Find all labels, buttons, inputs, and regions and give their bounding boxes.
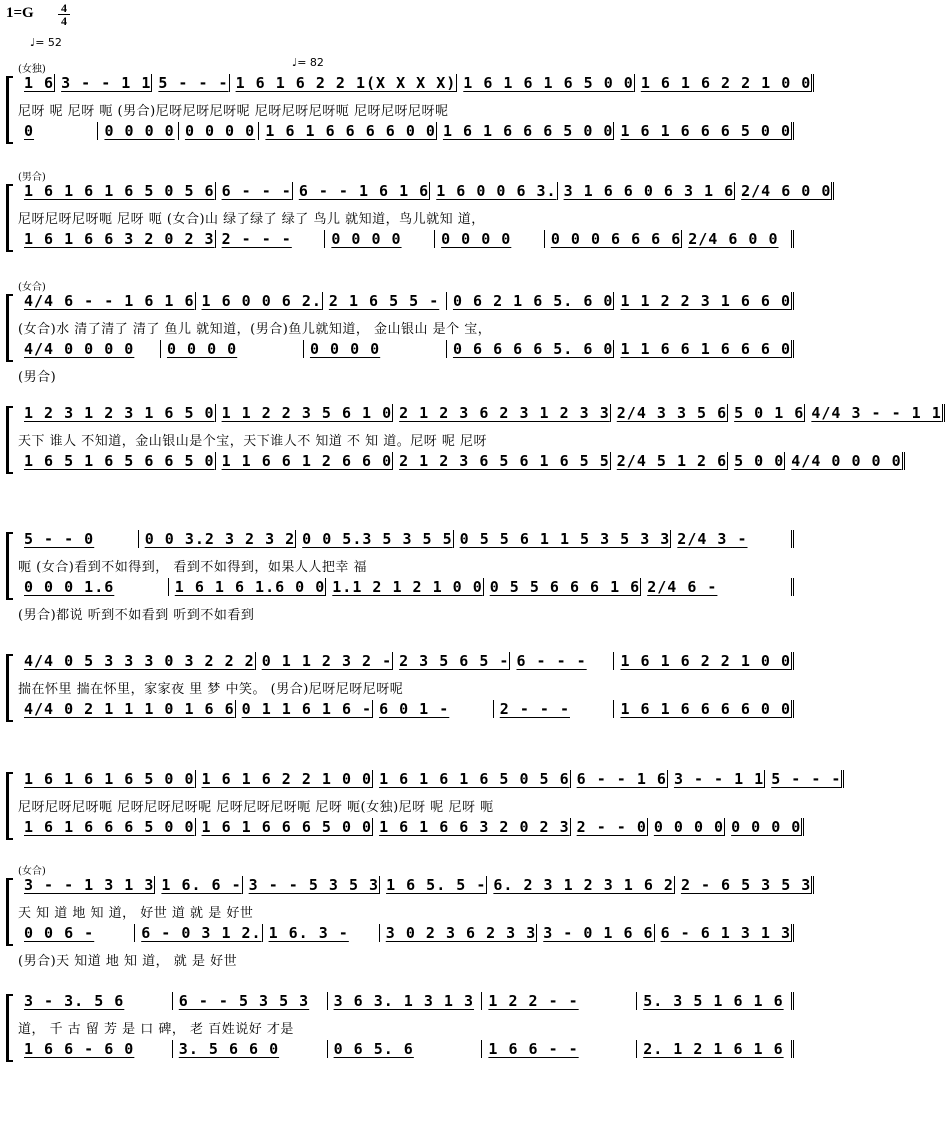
upper-part-notes bbox=[18, 182, 832, 200]
measure bbox=[393, 652, 510, 670]
measure-notes: 1 6 1 6 2 2 1(X X X X) bbox=[235, 74, 457, 92]
measure bbox=[785, 452, 904, 470]
measure-notes: 0 6 5. 6 bbox=[333, 1040, 414, 1058]
measure-notes: 0 0 5.3 5 3 5 5 bbox=[302, 530, 453, 548]
measure-notes: 1 6 1 6 1.6 0 0 bbox=[174, 578, 326, 596]
measure-notes: 1.1 2 1 2 1 0 0 bbox=[332, 578, 483, 596]
measure-notes: 0 0 0 0 bbox=[184, 122, 256, 140]
system-bracket bbox=[6, 294, 13, 362]
lower-part-notes bbox=[18, 700, 794, 718]
upper-part-notes bbox=[18, 530, 794, 548]
measure bbox=[675, 876, 814, 894]
measure-notes: 6 0 1 - bbox=[379, 700, 450, 718]
measure bbox=[728, 404, 805, 422]
measure bbox=[293, 182, 430, 200]
measure-notes: 0 1 1 6 1 6 - bbox=[241, 700, 373, 718]
measure bbox=[457, 74, 635, 92]
measure-notes: 5 0 1 6 bbox=[734, 404, 805, 422]
measure bbox=[325, 230, 435, 248]
measure-notes: 6 - - 1 6 1 6 bbox=[298, 182, 430, 200]
measure bbox=[173, 992, 328, 1010]
system-bracket bbox=[6, 654, 13, 722]
system-bracket bbox=[6, 184, 13, 252]
measure-notes: 4/4 0 0 0 0 bbox=[791, 452, 902, 470]
lower-lyrics: (男合)天 知道 地 知 道， 就 是 好世 bbox=[18, 954, 238, 969]
measure bbox=[196, 818, 374, 836]
measure bbox=[55, 74, 152, 92]
measure bbox=[196, 770, 374, 788]
measure-notes: 0 0 3.2 3 2 3 2 bbox=[144, 530, 296, 548]
measure bbox=[196, 292, 323, 310]
score-system bbox=[6, 282, 794, 402]
measure bbox=[18, 818, 196, 836]
measure-notes: 0 1 1 2 3 2 - bbox=[261, 652, 393, 670]
measure-notes: 1 6 6 - - bbox=[488, 1040, 579, 1058]
measure-notes: 1 6 1 6 1 6 5 0 0 bbox=[463, 74, 634, 92]
measure-notes: 1 6 1 6 6 6 5 0 0 bbox=[620, 122, 791, 140]
measure-notes: 1 6 1 6 6 6 5 0 0 bbox=[24, 818, 195, 836]
measure-notes: 2/4 5 1 2 6 bbox=[616, 452, 728, 470]
measure bbox=[18, 992, 173, 1010]
measure bbox=[765, 770, 844, 788]
role-label: (女合) bbox=[18, 282, 46, 293]
measure bbox=[216, 182, 293, 200]
score-system bbox=[6, 528, 794, 640]
measure bbox=[152, 74, 229, 92]
measure-notes: 1 1 2 2 3 1 6 6 0 bbox=[620, 292, 791, 310]
measure-notes: 4/4 3 - - 1 1 bbox=[811, 404, 942, 422]
measure-notes: 1 6 1 6 1 6 5 0 5 6 bbox=[379, 770, 570, 788]
measure bbox=[635, 74, 815, 92]
lower-part-notes bbox=[18, 122, 794, 140]
measure-notes: 3 6 3. 1 3 1 3 bbox=[333, 992, 475, 1010]
upper-lyrics: 尼呀尼呀尼呀呃 尼呀 呃 (女合)山 绿了绿了 绿了 鸟儿 就知道，鸟儿就知 道， bbox=[18, 212, 485, 227]
measure bbox=[135, 924, 262, 942]
measure bbox=[482, 1040, 637, 1058]
measure-notes: 1 2 2 - - bbox=[488, 992, 579, 1010]
measure bbox=[18, 770, 196, 788]
measure bbox=[614, 292, 794, 310]
measure bbox=[545, 230, 682, 248]
measure bbox=[611, 404, 728, 422]
measure bbox=[668, 770, 765, 788]
measure-notes: 1 6. 6 - bbox=[161, 876, 242, 894]
measure-notes: 0 0 0 6 6 6 6 bbox=[550, 230, 682, 248]
measure bbox=[487, 876, 675, 894]
measure bbox=[655, 924, 794, 942]
measure bbox=[216, 230, 326, 248]
measure-notes: 6. 2 3 1 2 3 1 6 2 bbox=[493, 876, 674, 894]
measure bbox=[637, 1040, 794, 1058]
score-system bbox=[6, 650, 794, 762]
measure bbox=[155, 876, 242, 894]
measure-notes: 2/4 6 - bbox=[647, 578, 718, 596]
measure-notes: 4/4 0 2 1 1 1 0 1 6 6 bbox=[24, 700, 235, 718]
time-signature bbox=[58, 2, 70, 27]
measure-notes: 2/4 3 3 5 6 bbox=[616, 404, 728, 422]
measure bbox=[18, 122, 98, 140]
measure-notes: 2/4 6 0 0 bbox=[741, 182, 832, 200]
lower-part-notes bbox=[18, 924, 794, 942]
measure bbox=[236, 700, 373, 718]
measure bbox=[682, 230, 794, 248]
measure-notes: 1 6 1 6 6 6 5 0 0 bbox=[201, 818, 373, 836]
measure-notes: 3 - - 5 3 5 3 bbox=[248, 876, 380, 894]
measure-notes: 1 6 1 6 6 6 6 0 0 bbox=[265, 122, 436, 140]
measure bbox=[139, 530, 296, 548]
measure bbox=[614, 340, 794, 358]
measure-notes: 1 6 1 6 2 2 1 0 0 bbox=[620, 652, 791, 670]
measure-notes: 1 2 3 1 2 3 1 6 5 0 bbox=[24, 404, 215, 422]
measure-notes: 3 0 2 3 6 2 3 3 bbox=[385, 924, 537, 942]
measure-notes: 2 1 2 3 6 2 3 1 2 3 3 bbox=[399, 404, 610, 422]
measure bbox=[447, 340, 615, 358]
upper-lyrics: 天下 谁人 不知道，金山银山是个宝，天下谁人不 知道 不 知 道。尼呀 呢 尼呀 bbox=[18, 434, 488, 449]
system-bracket bbox=[6, 878, 13, 946]
measure bbox=[216, 452, 394, 470]
measure-notes: 1 1 6 6 1 2 6 6 0 bbox=[221, 452, 393, 470]
measure-notes: 6 - - 1 6 bbox=[576, 770, 667, 788]
measure bbox=[735, 182, 834, 200]
measure bbox=[18, 700, 236, 718]
upper-lyrics: 尼呀尼呀尼呀呃 尼呀尼呀尼呀呢 尼呀尼呀尼呀呃 尼呀 呃(女独)尼呀 呢 尼呀 呃 bbox=[18, 800, 494, 815]
measure bbox=[393, 404, 611, 422]
measure bbox=[98, 122, 178, 140]
measure-notes: 6 - 6 1 3 1 3 bbox=[660, 924, 791, 942]
upper-part-notes bbox=[18, 876, 812, 894]
measure-notes: 1 6 5. 5 - bbox=[386, 876, 487, 894]
measure-notes: 2 - - - bbox=[221, 230, 292, 248]
measure bbox=[637, 992, 794, 1010]
measure-notes: 1 6 1 6 1 6 5 0 0 bbox=[24, 770, 195, 788]
tempo-marking-2: ♩= 82 bbox=[292, 56, 324, 69]
measure bbox=[614, 122, 794, 140]
measure-notes: 6 - - - bbox=[516, 652, 587, 670]
measure-notes: 0 6 6 6 6 5. 6 0 bbox=[452, 340, 614, 358]
measure bbox=[18, 652, 256, 670]
measure bbox=[18, 182, 216, 200]
score-system bbox=[6, 768, 842, 880]
measure bbox=[259, 122, 437, 140]
upper-lyrics: 揣在怀里 揣在怀里，家家夜 里 梦 中笑。 (男合)尼呀尼呀尼呀呢 bbox=[18, 682, 404, 697]
lower-lyrics: (男合)都说 听到不如看到 听到不如看到 bbox=[18, 608, 255, 623]
upper-lyrics: (女合)水 清了清了 清了 鱼儿 就知道，(男合)鱼儿就知道， 金山银山 是个 宝， bbox=[18, 322, 492, 337]
measure-notes: 5 - - - bbox=[158, 74, 229, 92]
measure bbox=[161, 340, 304, 358]
measure-notes: 3. 5 6 6 0 bbox=[178, 1040, 280, 1058]
measure-notes: 0 0 0 0 bbox=[166, 340, 238, 358]
measure-notes: 2 - - - bbox=[499, 700, 570, 718]
measure bbox=[611, 452, 728, 470]
measure bbox=[18, 924, 135, 942]
meter-top: 4 bbox=[61, 1, 67, 15]
measure bbox=[725, 818, 804, 836]
measure bbox=[614, 700, 794, 718]
lower-part-notes bbox=[18, 230, 794, 248]
measure bbox=[18, 1040, 173, 1058]
measure bbox=[494, 700, 615, 718]
measure-notes: 2 1 2 3 6 5 6 1 6 5 5 bbox=[399, 452, 610, 470]
measure bbox=[393, 452, 611, 470]
measure bbox=[571, 818, 648, 836]
lower-part-notes bbox=[18, 340, 794, 358]
lower-part-notes bbox=[18, 452, 902, 470]
system-bracket bbox=[6, 994, 13, 1062]
role-label: (女合) bbox=[18, 866, 46, 877]
measure bbox=[230, 74, 458, 92]
score-system bbox=[6, 172, 832, 292]
measure-notes: 0 0 0 0 bbox=[731, 818, 802, 836]
lower-part-notes bbox=[18, 1040, 794, 1058]
measure bbox=[323, 292, 447, 310]
measure bbox=[18, 74, 55, 92]
upper-part-notes bbox=[18, 652, 794, 670]
measure-notes: 6 - - - bbox=[221, 182, 292, 200]
role-label: (女独) bbox=[18, 64, 46, 75]
measure-notes: 0 0 0 1.6 bbox=[24, 578, 115, 596]
measure-notes: 1 6 5 1 6 5 6 6 5 0 bbox=[24, 452, 215, 470]
measure-notes: 1 6 0 0 6 2. bbox=[201, 292, 322, 310]
upper-part-notes bbox=[18, 292, 794, 310]
measure-notes: 0 6 2 1 6 5. 6 0 bbox=[452, 292, 614, 310]
measure bbox=[18, 340, 161, 358]
measure-notes: 1 6 1 6 1 6 5 0 5 6 bbox=[24, 182, 215, 200]
tempo-marking-1: ♩= 52 bbox=[30, 36, 62, 49]
measure-notes: 1 6 1 6 6 3 2 0 2 3 bbox=[24, 230, 215, 248]
measure-notes: 2/4 6 0 0 bbox=[688, 230, 779, 248]
measure-notes: 0 0 0 0 bbox=[653, 818, 725, 836]
measure-notes: 4/4 6 - - 1 6 1 6 bbox=[24, 292, 195, 310]
measure-notes: 0 bbox=[24, 122, 35, 140]
measure bbox=[373, 770, 571, 788]
lower-part-notes bbox=[18, 818, 802, 836]
measure bbox=[18, 404, 216, 422]
measure bbox=[296, 530, 453, 548]
measure-notes: 2 3 5 6 5 - bbox=[399, 652, 510, 670]
measure bbox=[380, 876, 487, 894]
system-bracket bbox=[6, 406, 13, 474]
measure-notes: 0 0 0 0 bbox=[104, 122, 175, 140]
measure bbox=[373, 700, 494, 718]
measure bbox=[380, 924, 537, 942]
measure-notes: 1 6 1 6 6 3 2 0 2 3 bbox=[379, 818, 570, 836]
measure-notes: 1 6. 3 - bbox=[268, 924, 349, 942]
measure bbox=[614, 652, 794, 670]
upper-lyrics: 尼呀 呢 尼呀 呃 (男合)尼呀尼呀尼呀呢 尼呀尼呀尼呀呃 尼呀尼呀尼呀呢 bbox=[18, 104, 449, 119]
measure bbox=[430, 182, 557, 200]
measure-notes: 3 - - 1 3 1 3 bbox=[24, 876, 155, 894]
measure-notes: 0 5 5 6 1 1 5 3 5 3 3 bbox=[459, 530, 671, 548]
measure bbox=[18, 578, 169, 596]
measure bbox=[263, 924, 380, 942]
system-bracket bbox=[6, 532, 13, 600]
upper-part-notes bbox=[18, 770, 842, 788]
measure-notes: 3 - - 1 1 bbox=[673, 770, 765, 788]
measure-notes: 5 - - 0 bbox=[24, 530, 95, 548]
upper-part-notes bbox=[18, 404, 942, 422]
measure-notes: 6 - 0 3 1 2. bbox=[141, 924, 262, 942]
system-bracket bbox=[6, 76, 13, 144]
measure-notes: 2 - 6 5 3 5 3 bbox=[680, 876, 812, 894]
lower-lyrics: (男合) bbox=[18, 370, 57, 385]
measure-notes: 2/4 3 - bbox=[677, 530, 748, 548]
measure-notes: 3 - 3. 5 6 bbox=[24, 992, 125, 1010]
score-system bbox=[6, 990, 794, 1120]
measure-notes: 1 6 1 6 2 2 1 0 0 bbox=[201, 770, 373, 788]
measure-notes: 0 0 6 - bbox=[24, 924, 95, 942]
measure bbox=[326, 578, 483, 596]
upper-part-notes bbox=[18, 74, 812, 92]
measure bbox=[18, 292, 196, 310]
measure bbox=[243, 876, 380, 894]
measure bbox=[484, 578, 641, 596]
measure-notes: 1 1 6 6 1 6 6 6 0 bbox=[620, 340, 791, 358]
score-system bbox=[6, 866, 812, 986]
measure-notes: 0 5 5 6 6 6 1 6 bbox=[489, 578, 641, 596]
measure bbox=[671, 530, 794, 548]
measure bbox=[454, 530, 672, 548]
measure-notes: 3 - 0 1 6 6 bbox=[543, 924, 654, 942]
measure bbox=[18, 876, 155, 894]
measure-notes: 1 6 1 6 6 6 5 0 0 bbox=[442, 122, 614, 140]
measure-notes: 6 - - 5 3 5 3 bbox=[178, 992, 310, 1010]
measure bbox=[641, 578, 794, 596]
measure-notes: 0 0 0 0 bbox=[309, 340, 381, 358]
system-bracket bbox=[6, 772, 13, 840]
measure-notes: 1 6 1 6 2 2 1 0 0 bbox=[640, 74, 812, 92]
measure-notes: 1 6 1 6 6 6 6 0 0 bbox=[620, 700, 791, 718]
measure bbox=[179, 122, 259, 140]
upper-lyrics: 天 知 道 地 知 道， 好世 道 就 是 好世 bbox=[18, 906, 254, 921]
score-system bbox=[6, 402, 942, 514]
measure bbox=[437, 122, 615, 140]
measure-notes: 1 6 0 0 6 3. bbox=[436, 182, 557, 200]
measure-notes: 0 0 0 0 bbox=[441, 230, 512, 248]
measure-notes: 4/4 0 5 3 3 3 0 3 2 2 2 bbox=[24, 652, 255, 670]
measure-notes: 3 - - 1 1 bbox=[61, 74, 152, 92]
measure-notes: 0 0 0 0 bbox=[331, 230, 402, 248]
measure-notes: 2. 1 2 1 6 1 6 bbox=[643, 1040, 784, 1058]
measure bbox=[537, 924, 654, 942]
measure-notes: 3 1 6 6 0 6 3 1 6 bbox=[563, 182, 735, 200]
key-text: 1=G bbox=[6, 5, 34, 21]
measure bbox=[18, 530, 139, 548]
measure bbox=[173, 1040, 328, 1058]
key-signature bbox=[6, 4, 34, 22]
measure-notes: 1 6 6 - 6 0 bbox=[24, 1040, 135, 1058]
measure bbox=[18, 230, 216, 248]
upper-lyrics: 呃 (女合)看到不如得到， 看到不如得到，如果人人把幸 福 bbox=[18, 560, 368, 575]
upper-lyrics: 道， 千 古 留 芳 是 口 碑， 老 百姓说好 才是 bbox=[18, 1022, 294, 1037]
measure bbox=[728, 452, 785, 470]
meter-bottom: 4 bbox=[61, 14, 67, 28]
measure bbox=[328, 1040, 483, 1058]
measure bbox=[169, 578, 326, 596]
measure bbox=[256, 652, 393, 670]
measure bbox=[216, 404, 394, 422]
measure-notes: 2 1 6 5 5 - bbox=[328, 292, 440, 310]
measure bbox=[435, 230, 545, 248]
measure bbox=[304, 340, 447, 358]
measure bbox=[648, 818, 725, 836]
measure bbox=[558, 182, 736, 200]
measure bbox=[447, 292, 615, 310]
measure bbox=[510, 652, 614, 670]
measure bbox=[373, 818, 571, 836]
measure bbox=[482, 992, 637, 1010]
measure-notes: 1 1 2 2 3 5 6 1 0 bbox=[221, 404, 393, 422]
measure-notes: 5 - - - bbox=[771, 770, 842, 788]
measure-notes: 4/4 0 0 0 0 bbox=[24, 340, 135, 358]
measure-notes: 1 6 bbox=[24, 74, 55, 92]
lower-part-notes bbox=[18, 578, 794, 596]
measure bbox=[805, 404, 944, 422]
measure-notes: 5 0 0 bbox=[734, 452, 785, 470]
measure bbox=[328, 992, 483, 1010]
measure bbox=[18, 452, 216, 470]
upper-part-notes bbox=[18, 992, 794, 1010]
measure-notes: 5. 3 5 1 6 1 6 bbox=[643, 992, 784, 1010]
measure bbox=[571, 770, 668, 788]
role-label: (男合) bbox=[18, 172, 46, 183]
measure-notes: 2 - - 0 bbox=[576, 818, 647, 836]
score-system bbox=[6, 64, 812, 184]
